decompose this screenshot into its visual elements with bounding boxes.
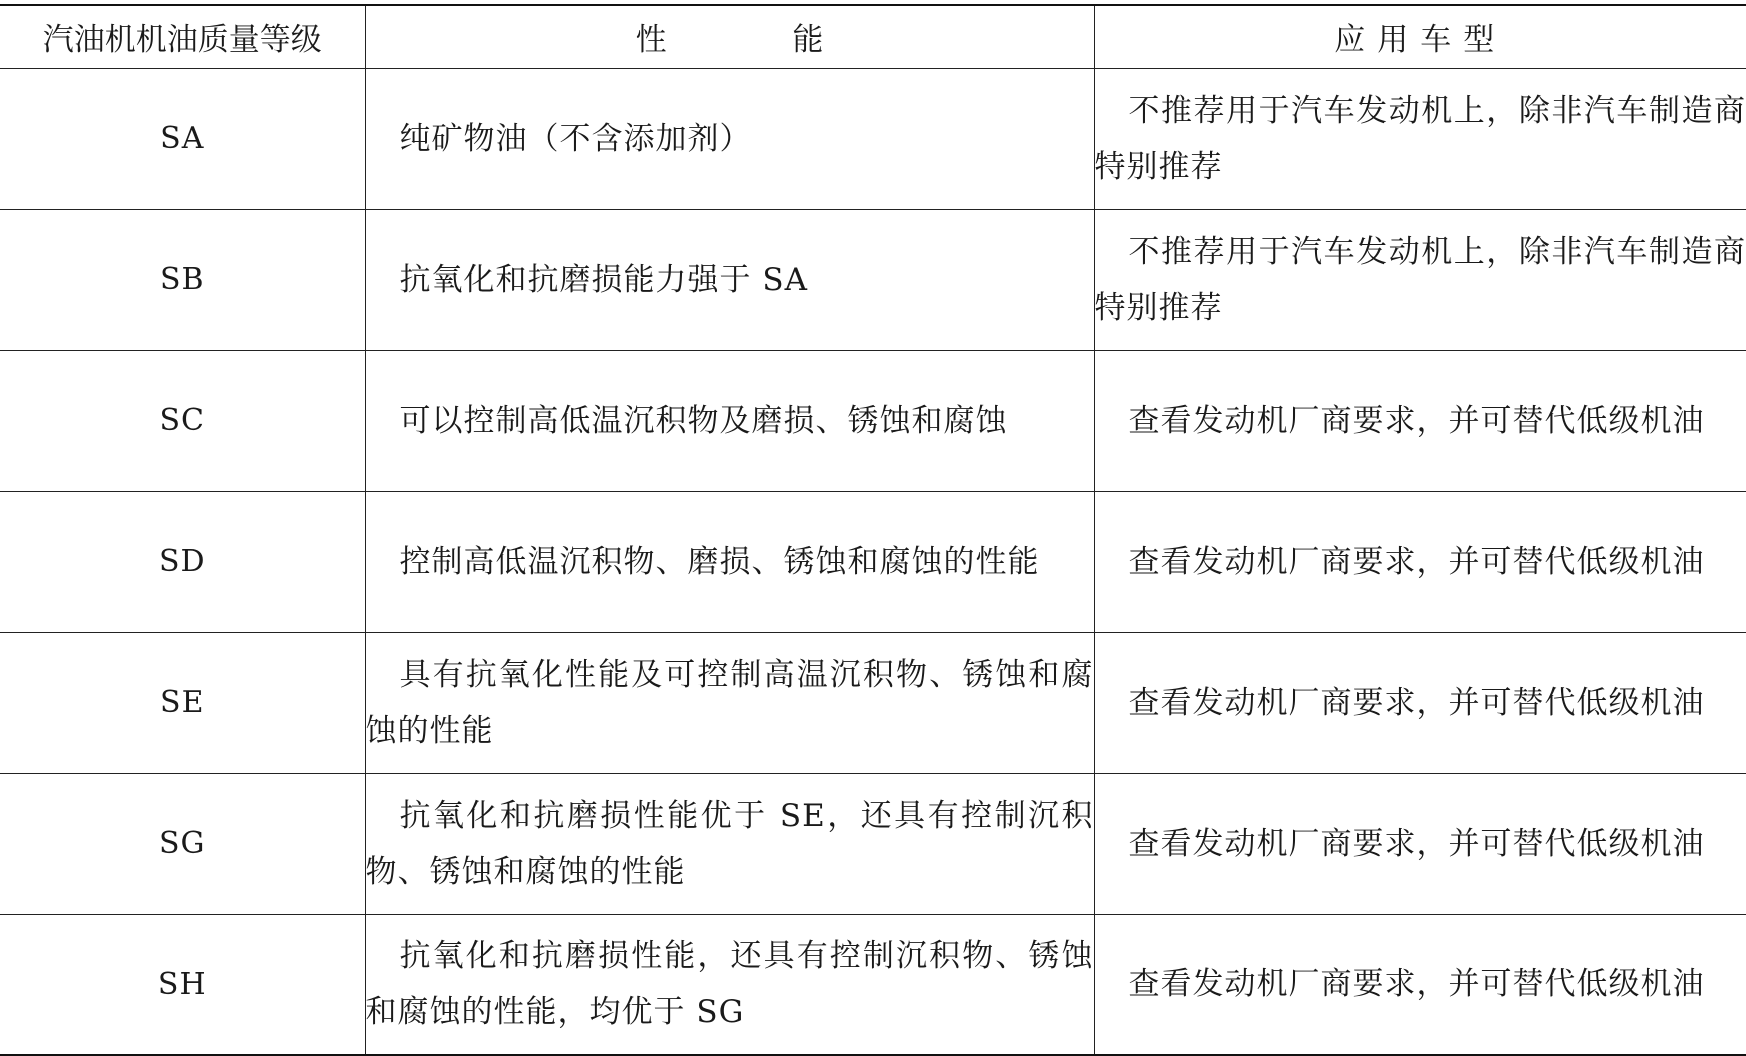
table-body: [0, 68, 1746, 1055]
table-row: [0, 350, 1746, 491]
header-row: [0, 5, 1746, 68]
application-cell: [1094, 914, 1746, 1055]
table-row: [0, 68, 1746, 209]
performance-cell: [365, 68, 1094, 209]
application-cell: [1094, 209, 1746, 350]
grade-cell: SB: [0, 209, 365, 350]
application-cell: [1094, 68, 1746, 209]
application-text: 查看发动机厂商要求，并可替代低级机油: [1095, 816, 1746, 872]
grade-cell: SG: [0, 773, 365, 914]
grade-cell: SD: [0, 491, 365, 632]
application-text: 查看发动机厂商要求，并可替代低级机油: [1095, 534, 1746, 590]
grade-cell: SA: [0, 68, 365, 209]
grade-cell: SE: [0, 632, 365, 773]
application-cell: [1094, 350, 1746, 491]
header-performance: [365, 5, 1094, 68]
performance-cell: [365, 773, 1094, 914]
table-row: [0, 632, 1746, 773]
grade-cell: SH: [0, 914, 365, 1055]
performance-text: 纯矿物油（不含添加剂）: [366, 111, 1094, 167]
application-cell: [1094, 632, 1746, 773]
performance-text: 可以控制高低温沉积物及磨损、锈蚀和腐蚀: [366, 393, 1094, 449]
application-text: 查看发动机厂商要求，并可替代低级机油: [1095, 675, 1746, 731]
oil-grade-table: [0, 4, 1746, 1056]
application-cell: [1094, 491, 1746, 632]
header-performance-label: 性 能: [636, 22, 882, 58]
application-text: 不推荐用于汽车发动机上，除非汽车制造商特别推荐: [1095, 224, 1746, 336]
application-text: 不推荐用于汽车发动机上，除非汽车制造商特别推荐: [1095, 83, 1746, 195]
table-row: [0, 914, 1746, 1055]
performance-cell: [365, 491, 1094, 632]
performance-text: 抗氧化和抗磨损性能，还具有控制沉积物、锈蚀和腐蚀的性能，均优于 SG: [366, 928, 1094, 1040]
grade-cell: SC: [0, 350, 365, 491]
table-row: [0, 209, 1746, 350]
performance-cell: [365, 914, 1094, 1055]
performance-cell: [365, 350, 1094, 491]
performance-cell: [365, 209, 1094, 350]
application-text: 查看发动机厂商要求，并可替代低级机油: [1095, 393, 1746, 449]
table-row: [0, 491, 1746, 632]
performance-text: 控制高低温沉积物、磨损、锈蚀和腐蚀的性能: [366, 534, 1094, 590]
performance-text: 具有抗氧化性能及可控制高温沉积物、锈蚀和腐蚀的性能: [366, 647, 1094, 759]
header-grade-label: 汽油机机油质量等级: [43, 22, 322, 58]
application-cell: [1094, 773, 1746, 914]
table-row: [0, 773, 1746, 914]
header-grade: [0, 5, 365, 68]
performance-text: 抗氧化和抗磨损能力强于 SA: [366, 252, 1094, 308]
performance-text: 抗氧化和抗磨损性能优于 SE，还具有控制沉积物、锈蚀和腐蚀的性能: [366, 788, 1094, 900]
application-text: 查看发动机厂商要求，并可替代低级机油: [1095, 956, 1746, 1012]
table-header: [0, 5, 1746, 68]
header-application: [1094, 5, 1746, 68]
header-application-label: 应用车型: [1334, 22, 1506, 58]
performance-cell: [365, 632, 1094, 773]
